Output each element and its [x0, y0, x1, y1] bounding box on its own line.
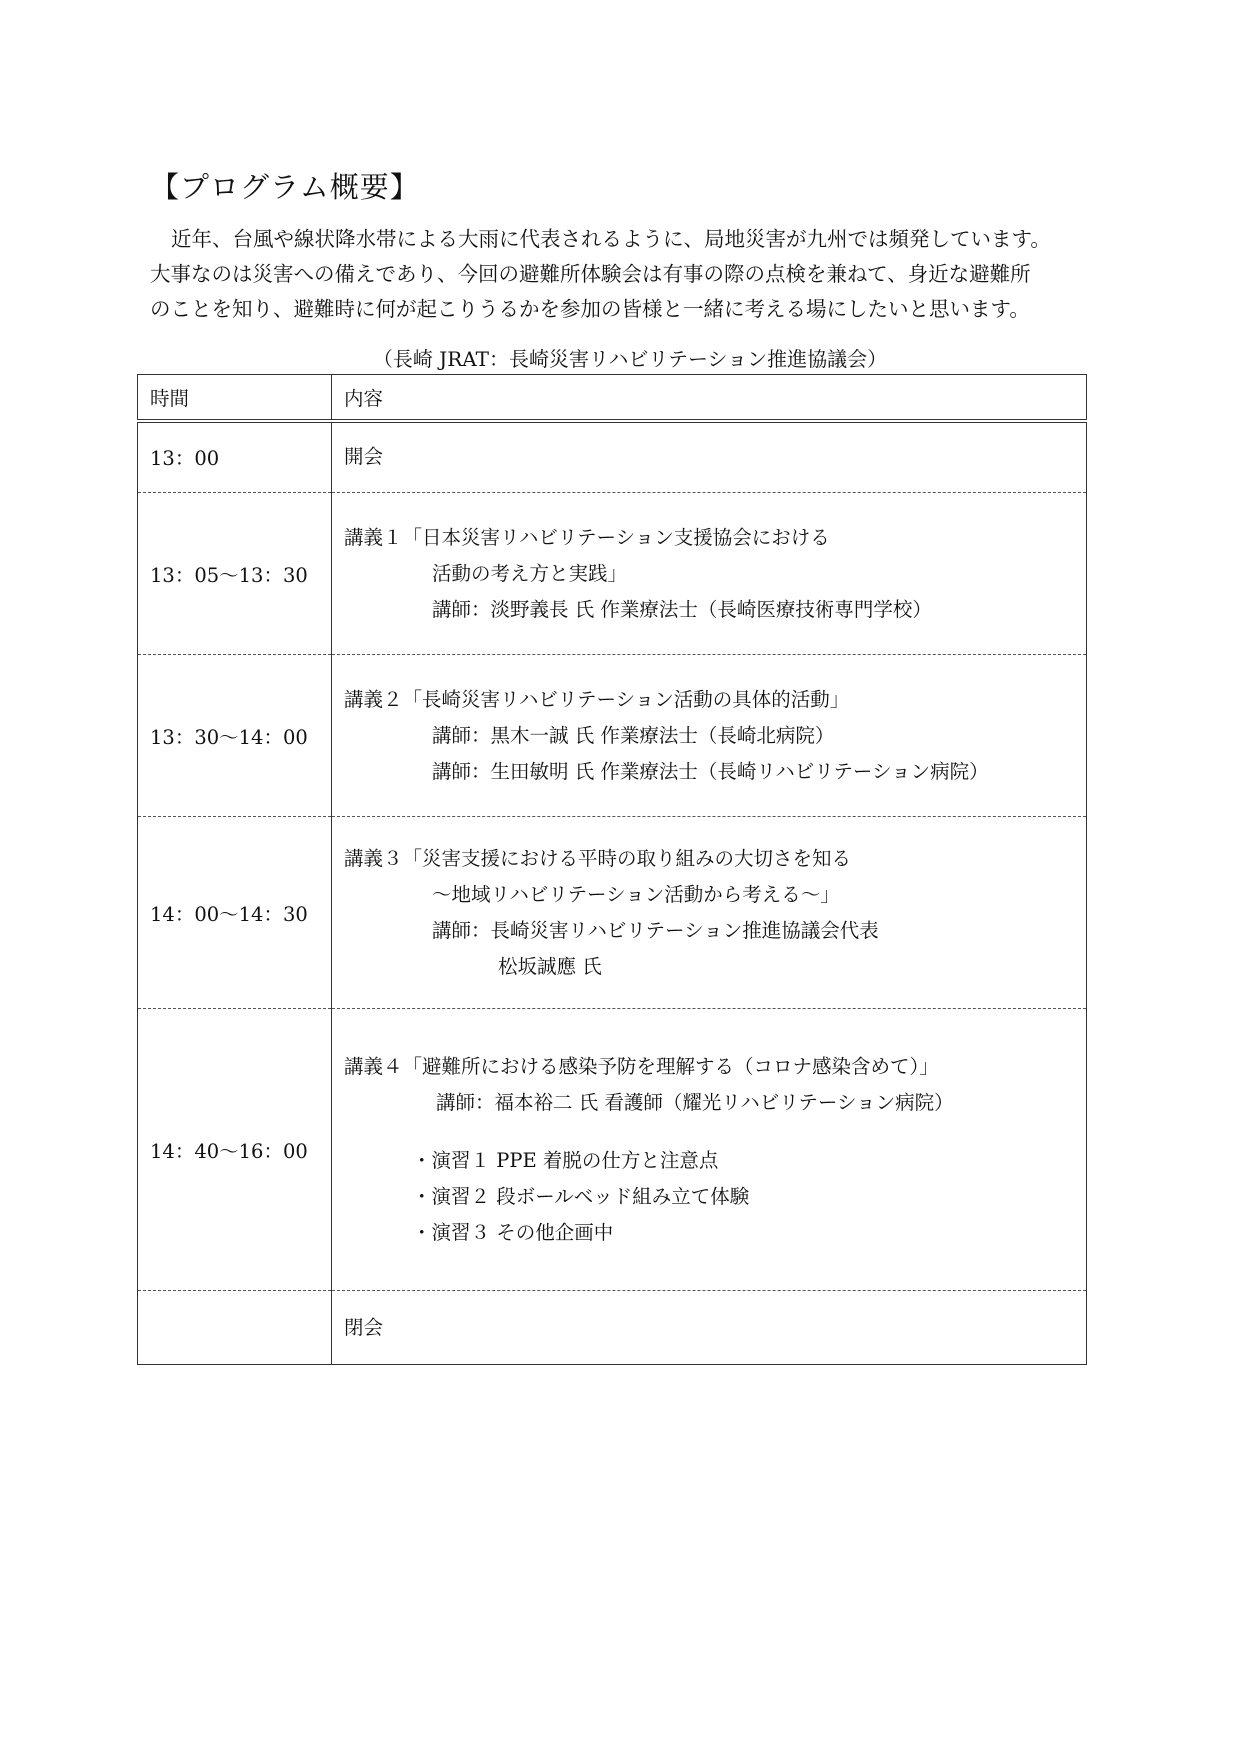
spacer	[344, 1121, 1086, 1143]
table-row	[138, 493, 1087, 655]
table-row	[138, 655, 1087, 817]
program-schedule-table	[137, 374, 1087, 1365]
table-header-row	[138, 375, 1087, 421]
time-column-header: 時間	[138, 375, 332, 421]
lecture-title: 講義３「災害支援における平時の取り組みの大切さを知る	[344, 846, 852, 870]
lecturer-line: 講師：福本裕二 氏 看護師（耀光リハビリテーション病院）	[436, 1090, 954, 1114]
content-line: 閉会	[344, 1315, 384, 1339]
time-cell: 13：30～14：00	[138, 655, 332, 817]
content-line: 開会	[344, 445, 384, 469]
lecture-title-continued: ～地域リハビリテーション活動から考える～」	[432, 882, 840, 906]
organizer-note: （長崎 JRAT：長崎災害リハビリテーション推進協議会）	[372, 347, 888, 371]
content-cell	[332, 1009, 1087, 1291]
content-cell	[332, 1291, 1087, 1365]
intro-line: 近年、台風や線状降水帯による大雨に代表されるように、局地災害が九州では頻発しています。	[171, 227, 1051, 251]
content-cell	[332, 655, 1087, 817]
lecture-title: 講義４「避難所における感染予防を理解する（コロナ感染含めて）」	[344, 1054, 939, 1078]
exercise-item: ・演習２ 段ボールベッド組み立て体験	[412, 1184, 750, 1208]
lecture-title: 講義１「日本災害リハビリテーション支援協会における	[344, 525, 830, 549]
table-row	[138, 1009, 1087, 1291]
content-cell	[332, 493, 1087, 655]
lecturer-line: 講師：生田敏明 氏 作業療法士（長崎リハビリテーション病院）	[432, 759, 989, 783]
exercise-item: ・演習１ PPE 着脱の仕方と注意点	[412, 1148, 719, 1172]
content-column-header: 内容	[332, 375, 1087, 421]
section-heading: 【プログラム概要】	[150, 170, 420, 204]
lecture-title-continued: 活動の考え方と実践」	[432, 561, 628, 585]
intro-line: のことを知り、避難時に何が起こりうるかを参加の皆様と一緒に考える場にしたいと思います。	[150, 297, 1030, 321]
time-cell: 14：40～16：00	[138, 1009, 332, 1291]
table-row	[138, 421, 1087, 493]
intro-paragraph	[150, 222, 1090, 327]
lecturer-line: 講師：黒木一誠 氏 作業療法士（長崎北病院）	[432, 723, 835, 747]
time-cell: 14：00～14：30	[138, 817, 332, 1009]
time-cell: 13：00	[138, 421, 332, 493]
intro-line: 大事なのは災害への備えであり、今回の避難所体験会は有事の際の点検を兼ねて、身近な避難所	[150, 262, 1031, 286]
exercise-item: ・演習３ その他企画中	[412, 1220, 614, 1244]
table-row	[138, 817, 1087, 1009]
content-cell	[332, 421, 1087, 493]
table-row	[138, 1291, 1087, 1365]
lecturer-line: 講師：長崎災害リハビリテーション推進協議会代表	[432, 918, 879, 942]
lecturer-name: 松坂誠應 氏	[498, 954, 602, 978]
time-cell	[138, 1291, 332, 1365]
content-cell	[332, 817, 1087, 1009]
time-cell: 13：05～13：30	[138, 493, 332, 655]
lecturer-line: 講師：淡野義長 氏 作業療法士（長崎医療技術専門学校）	[432, 597, 932, 621]
lecture-title: 講義２「長崎災害リハビリテーション活動の具体的活動」	[344, 687, 850, 711]
